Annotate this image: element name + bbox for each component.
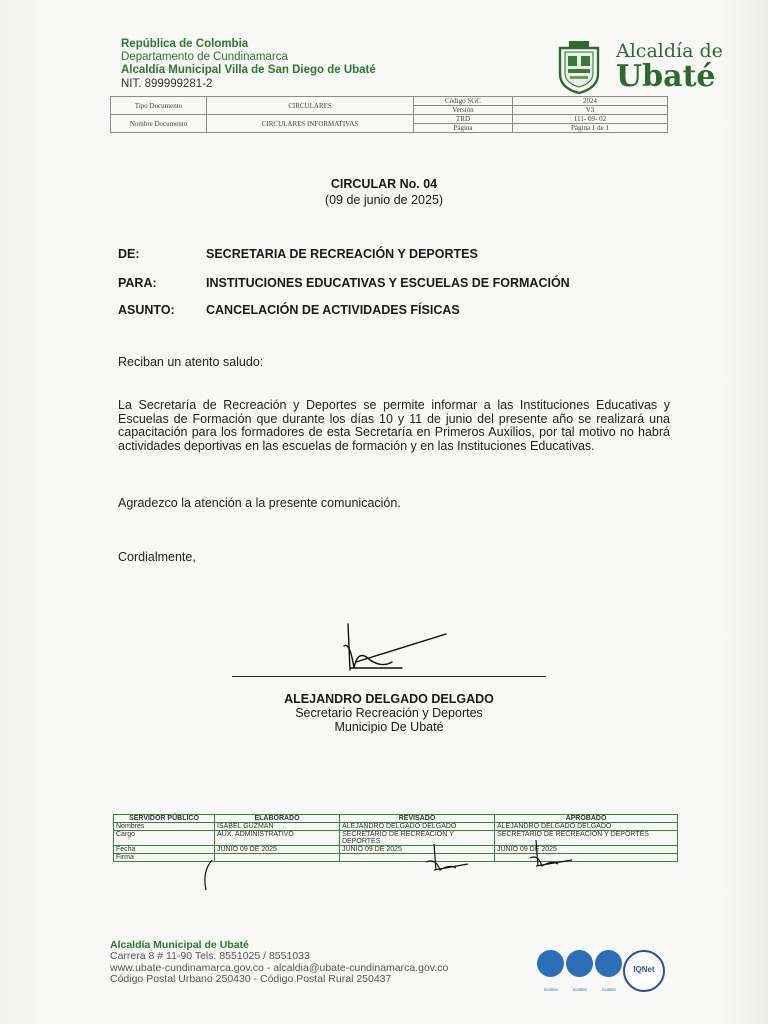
signer-role: Secretario Recreación y Deportes	[295, 706, 483, 720]
letterhead-municipality: Alcaldía Municipal Villa de San Diego de Ubaté	[121, 64, 376, 77]
field-value: INSTITUCIONES EDUCATIVAS Y ESCUELAS DE FORMACIÓN	[206, 276, 570, 290]
field-value: SECRETARIA DE RECREACIÓN Y DEPORTES	[206, 247, 478, 261]
circular-date: (09 de junio de 2025)	[324, 193, 444, 207]
approval-cell: JUNIO 09 DE 2025	[215, 846, 340, 854]
approval-header-cell: ELABORADO	[215, 815, 340, 823]
body-paragraph: La Secretaría de Recreación y Deportes se permite informar a las Instituciones Educativas y Escuelas de Formación que durante los días 10 y 11 de junio del presente año se realizará una capacitación para los formadores de esta Secretaría en Primeros Auxilios, por tal motivo no habrá actividades deportivas en las escuelas de formación y en las Instituciones Educativas.	[118, 398, 670, 453]
signer-org: Municipio De Ubaté	[334, 720, 444, 734]
footer-address: Carrera 8 # 11-90 Tels. 8551025 / 8551033	[110, 950, 310, 963]
cert-label: icontec	[572, 987, 588, 992]
icontec-cert-icon	[537, 950, 564, 977]
approval-cell: AUX. ADMINISTRATIVO	[215, 831, 340, 846]
approval-cell: SECRETARIO DE RECREACION Y DEPORTES	[495, 831, 678, 846]
cert-label: icontec	[543, 987, 559, 992]
icontec-cert-icon	[595, 950, 622, 977]
field-label: ASUNTO:	[118, 303, 175, 317]
approval-cell: SECRETARIO DE RECREACION Y DEPORTES	[340, 831, 495, 846]
control-cell: 111- 09- 02	[513, 115, 668, 124]
control-cell: Página	[414, 124, 513, 133]
logo-wordmark	[616, 40, 723, 92]
control-cell: Página 1 de 1	[513, 124, 668, 133]
approval-header-row	[114, 815, 678, 823]
approval-cell: ALEJANDRO DELGADO DELGADO	[340, 823, 495, 831]
field-value: CANCELACIÓN DE ACTIVIDADES FÍSICAS	[206, 303, 460, 317]
cert-label: icontec	[601, 987, 617, 992]
footer	[110, 940, 448, 986]
letterhead-country: República de Colombia	[121, 38, 249, 50]
control-row	[111, 97, 668, 106]
field-label: PARA:	[118, 276, 157, 290]
logo-line-1: Alcaldía de	[616, 40, 723, 62]
control-cell: Tipo Documento	[111, 97, 207, 115]
field-from	[118, 247, 478, 261]
approval-cell: JUNIO 09 DE 2025	[495, 846, 678, 854]
approval-cell: Firma	[114, 854, 215, 862]
approval-cell: ALEJANDRO DELGADO DELGADO	[495, 823, 678, 831]
footer-postal: Código Postal Urbano 250430 - Código Postal Rural 250437	[110, 973, 392, 986]
approval-header-cell: SERVIDOR PÚBLICO	[114, 815, 215, 823]
control-cell: 2024	[513, 97, 668, 106]
control-row	[111, 115, 668, 124]
control-cell: V3	[513, 106, 668, 115]
signer-name: ALEJANDRO DELGADO DELGADO	[284, 692, 494, 706]
coat-of-arms-icon	[556, 40, 602, 94]
approval-cell: ISABEL GUZMAN	[215, 823, 340, 831]
approval-cell: Nombres	[114, 823, 215, 831]
approval-header-cell: APROBADO	[495, 815, 678, 823]
control-cell: CIRCULARES INFORMATIVAS	[207, 115, 414, 133]
initials-marks	[200, 840, 680, 895]
control-cell: Nombre Documento	[111, 115, 207, 133]
control-cell: Código SGC	[414, 97, 513, 106]
logo-line-2: Ubaté	[616, 59, 716, 94]
letterhead-department: Departamento de Cundinamarca	[121, 51, 288, 64]
greeting: Reciban un atento saludo:	[118, 355, 264, 369]
approval-cell: Cargo	[114, 831, 215, 846]
approval-cell: Fecha	[114, 846, 215, 854]
letterhead	[121, 38, 376, 91]
control-cell: CIRCULARES	[207, 97, 414, 115]
icontec-cert-icon	[566, 950, 593, 977]
control-cell: Versión	[414, 106, 513, 115]
approval-row	[114, 823, 678, 831]
document-control-table	[110, 96, 668, 133]
footer-org: Alcaldía Municipal de Ubaté	[110, 939, 249, 951]
approval-header-cell: REVISADO	[340, 815, 495, 823]
control-cell: TRD	[414, 115, 513, 124]
circular-title: CIRCULAR No. 04	[330, 177, 438, 191]
iqnet-label: IQNet	[633, 965, 655, 974]
field-to	[118, 276, 570, 290]
footer-web: www.ubate-cundinamarca.gov.co - alcaldia@ubate-cundinamarca.gov.co	[110, 961, 449, 974]
thanks-line: Agradezco la atención a la presente comunicación.	[118, 496, 401, 510]
field-label: DE:	[118, 247, 140, 261]
iqnet-cert-icon	[623, 950, 665, 992]
closing: Cordialmente,	[118, 550, 196, 564]
letterhead-nit: NIT. 899999281-2	[121, 77, 213, 90]
handwritten-signature	[232, 622, 546, 682]
field-subject	[118, 303, 460, 317]
signature-line	[232, 676, 546, 677]
approval-cell: JUNIO 09 DE 2025	[340, 846, 495, 854]
